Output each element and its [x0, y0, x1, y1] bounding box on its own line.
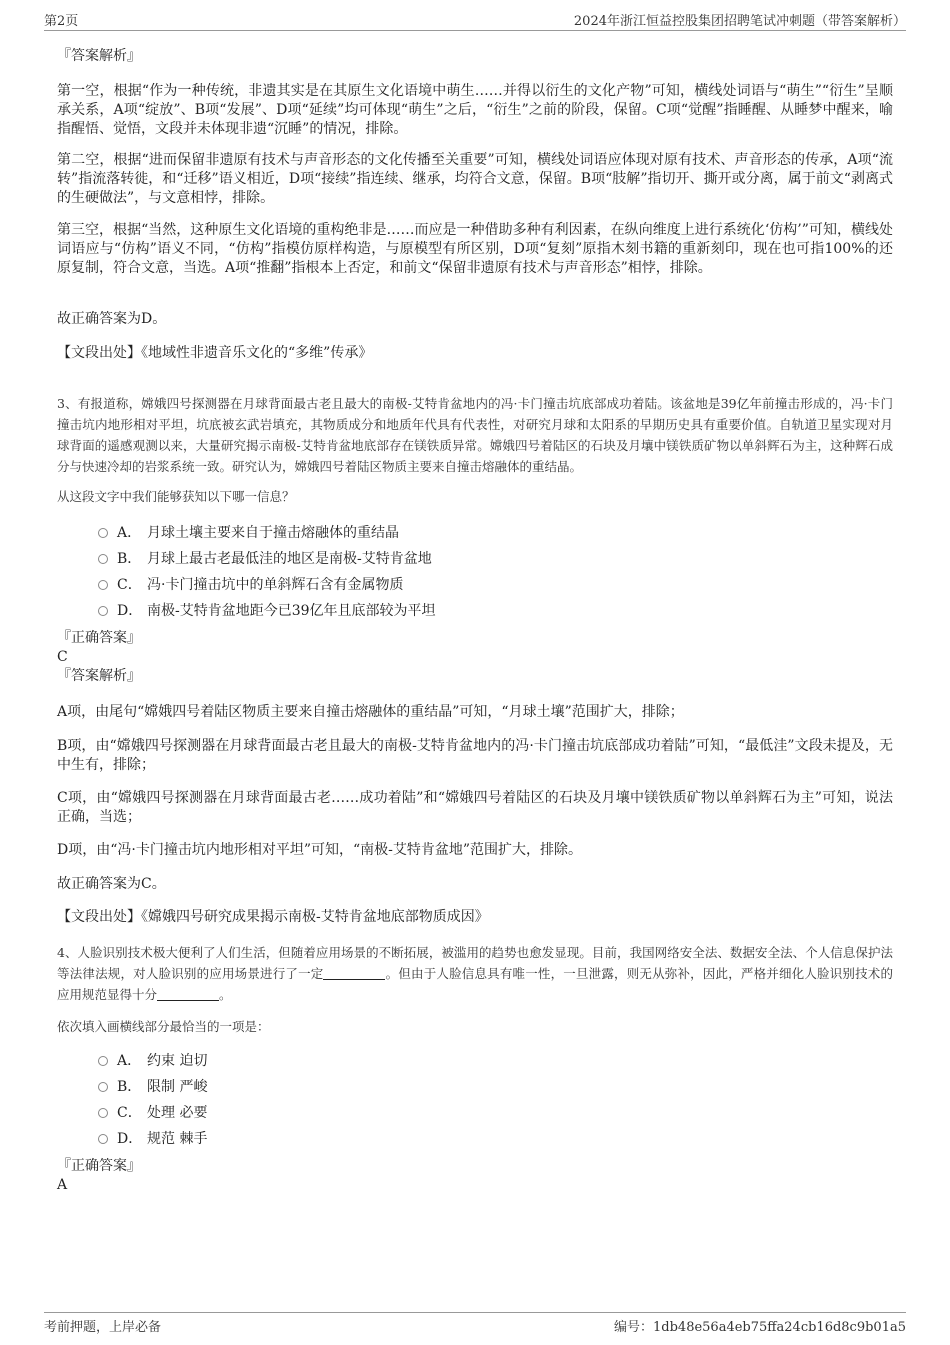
code-label: 编号： [614, 1320, 654, 1335]
option-d[interactable] [98, 1130, 207, 1149]
question-prompt: 依次填入画横线部分最恰当的一项是： [57, 1019, 270, 1034]
radio-button[interactable] [98, 1082, 108, 1092]
document-title: 2024年浙江恒益控股集团招聘笔试冲刺题（带答案解析） [573, 14, 906, 29]
option-a[interactable] [98, 524, 399, 543]
q4-answer-block [57, 1157, 893, 1195]
conclusion-text: 故正确答案为C。 [57, 876, 166, 892]
option-letter: D． [117, 1131, 143, 1147]
question-stem: 3、有报道称，嫦娥四号探测器在月球背面最古老且最大的南极-艾特肯盆地内的冯·卡门撞击坑底部成功着陆。该盆地是39亿年前撞击形成的，冯·卡门撞击坑内地形相对平坦，坑底被玄武岩填充，其物质成分和地质年代具有代表性，对研究月球和太阳系的早期历史具有重要价值。自轨道卫星实现对月球背面的遥感观测以来，大量研究揭示南极-艾特肯盆地底部存在镁铁质异常。嫦娥四号着陆区的石块及月壤中镁铁质矿物以单斜辉石为主，这种辉石成分与快速冷却的岩浆系统一致。研究认为，嫦娥四号着陆区物质主要来自撞击熔融体的重结晶。 [57, 396, 893, 474]
radio-button[interactable] [98, 1134, 108, 1144]
code-value: 1db48e56a4eb75ffa24cb16d8c9b01a5 [653, 1320, 906, 1335]
q4-prompt [57, 1016, 893, 1037]
q2-source [57, 344, 893, 363]
analysis-label: 『答案解析』 [57, 48, 141, 64]
radio-button[interactable] [98, 528, 108, 538]
q2-analysis-para3 [57, 221, 893, 278]
analysis-paragraph: B项，由“嫦娥四号探测器在月球背面最古老且最大的南极-艾特肯盆地内的冯·卡门撞击坑底部成功着陆”可知，“最低洼”文段未提及，无中生有，排除； [57, 738, 893, 773]
analysis-label: 『答案解析』 [57, 668, 141, 684]
option-letter: A． [117, 525, 142, 541]
q2-analysis-para1 [57, 82, 893, 139]
stem-part: 。 [219, 987, 232, 1002]
conclusion-text: 故正确答案为D。 [57, 311, 167, 327]
answer-value: C [57, 649, 68, 665]
source-text: 【文段出处】《嫦娥四号研究成果揭示南极-艾特肯盆地底部物质成因》 [57, 909, 489, 925]
option-letter: C． [117, 1105, 142, 1121]
option-letter: C． [117, 577, 142, 593]
answer-label: 『正确答案』 [57, 630, 141, 646]
option-d[interactable] [98, 602, 436, 621]
radio-button[interactable] [98, 580, 108, 590]
option-text: 限制 严峻 [147, 1079, 208, 1095]
answer-value: A [57, 1177, 68, 1193]
option-c[interactable] [98, 576, 403, 595]
analysis-paragraph: C项，由“嫦娥四号探测器在月球背面最古老……成功着陆”和“嫦娥四号着陆区的石块及月壤中镁铁质矿物以单斜辉石为主”可知，说法正确，当选； [57, 790, 893, 825]
source-text: 【文段出处】《地域性非遗音乐文化的“多维”传承》 [57, 345, 373, 361]
analysis-paragraph: A项，由尾句“嫦娥四号着陆区物质主要来自撞击熔融体的重结晶”可知，“月球土壤”范围扩大，排除； [57, 704, 684, 720]
radio-button[interactable] [98, 1108, 108, 1118]
q3-stem [57, 393, 893, 477]
page-header [44, 8, 906, 31]
answer-label: 『正确答案』 [57, 1158, 141, 1174]
document-code [614, 1316, 906, 1335]
analysis-paragraph: 第二空，根据“进而保留非遗原有技术与声音形态的文化传播至关重要”可知，横线处词语应体现对原有技术、声音形态的传承，A项“流转”指流落转徙，和“迁移”语义相近，D项“接续”指连续、继承，均符合文意，保留。B项“肢解”指切开、撕开或分离，属于前文“剥离式的生硬做法”，与文意相悖，排除。 [57, 152, 893, 206]
option-letter: D． [117, 603, 143, 619]
stem-part: 。但由于人脸信息具有唯一性，一旦泄露，则无从弥补，因此，严格并细化人脸识别技术的应用规范显得十分 [57, 966, 893, 1002]
footer-slogan: 考前押题，上岸必备 [44, 1320, 162, 1335]
question-prompt: 从这段文字中我们能够获知以下哪一信息？ [57, 489, 295, 504]
radio-button[interactable] [98, 606, 108, 616]
q3-analysis-a [57, 703, 893, 722]
option-text: 月球土壤主要来自于撞击熔融体的重结晶 [147, 525, 399, 541]
option-text: 南极-艾特肯盆地距今已39亿年且底部较为平坦 [147, 603, 436, 619]
radio-button[interactable] [98, 554, 108, 564]
option-text: 冯·卡门撞击坑中的单斜辉石含有金属物质 [147, 577, 404, 593]
fill-blank [157, 987, 219, 1001]
option-text: 月球上最古老最低洼的地区是南极-艾特肯盆地 [147, 551, 432, 567]
page-footer [44, 1312, 906, 1335]
radio-button[interactable] [98, 1056, 108, 1066]
analysis-paragraph: 第三空，根据“当然，这种原生文化语境的重构绝非是……而应是一种借助多种有利因素，在纵向维度上进行系统化‘仿构’”可知，横线处词语应与“仿构”语义不同，“仿构”指模仿原样构造，与原模型有所区别，D项“复刻”原指木刻书籍的重新刻印，现在也可指100%的还原复制，符合文意，当选。A项“推翻”指根本上否定，和前文“保留非遗原有技术与声音形态”相悖，排除。 [57, 222, 893, 276]
option-text: 规范 棘手 [147, 1131, 208, 1147]
q3-analysis-b [57, 737, 893, 775]
analysis-paragraph: 第一空，根据“作为一种传统，非遗其实是在其原生文化语境中萌生……并得以衍生的文化产物”可知，横线处词语与“萌生”“衍生”呈顺承关系，A项“绽放”、B项“发展”、D项“延续”均可体现“萌生”之后，“衍生”之前的阶段，保留。C项“觉醒”指睡醒、从睡梦中醒来，喻指醒悟、觉悟，文段并未体现非遗“沉睡”的情况，排除。 [57, 83, 893, 137]
q3-analysis-d [57, 841, 893, 860]
option-b[interactable] [98, 1078, 207, 1097]
analysis-paragraph: D项，由“冯·卡门撞击坑内地形相对平坦”可知，“南极-艾特肯盆地”范围扩大，排除。 [57, 842, 583, 858]
q2-analysis-para2 [57, 151, 893, 208]
q3-source [57, 908, 893, 927]
option-text: 约束 迫切 [147, 1053, 208, 1069]
fill-blank [323, 966, 385, 980]
q3-analysis-c [57, 789, 893, 827]
option-letter: B． [117, 551, 142, 567]
option-text: 处理 必要 [147, 1105, 208, 1121]
option-letter: B． [117, 1079, 142, 1095]
page-number: 第2页 [44, 14, 79, 29]
option-a[interactable] [98, 1052, 207, 1071]
q3-prompt [57, 486, 893, 507]
q4-stem [57, 942, 893, 1005]
stem-part: 4、人脸识别技术极大便利了人们生活，但随着应用场景的不断拓展，被滥用的趋势也愈发显现。目前，我国网络安全法、数据安全法、个人信息保护法等法律法规，对人脸识别的应用场景进行了一定 [57, 945, 893, 981]
option-letter: A． [117, 1053, 142, 1069]
option-c[interactable] [98, 1104, 207, 1123]
q2-conclusion [57, 310, 893, 329]
q2-analysis [57, 47, 893, 66]
option-b[interactable] [98, 550, 432, 569]
q3-answer-block [57, 629, 893, 686]
q3-conclusion [57, 875, 893, 894]
question-stem [57, 942, 893, 1005]
